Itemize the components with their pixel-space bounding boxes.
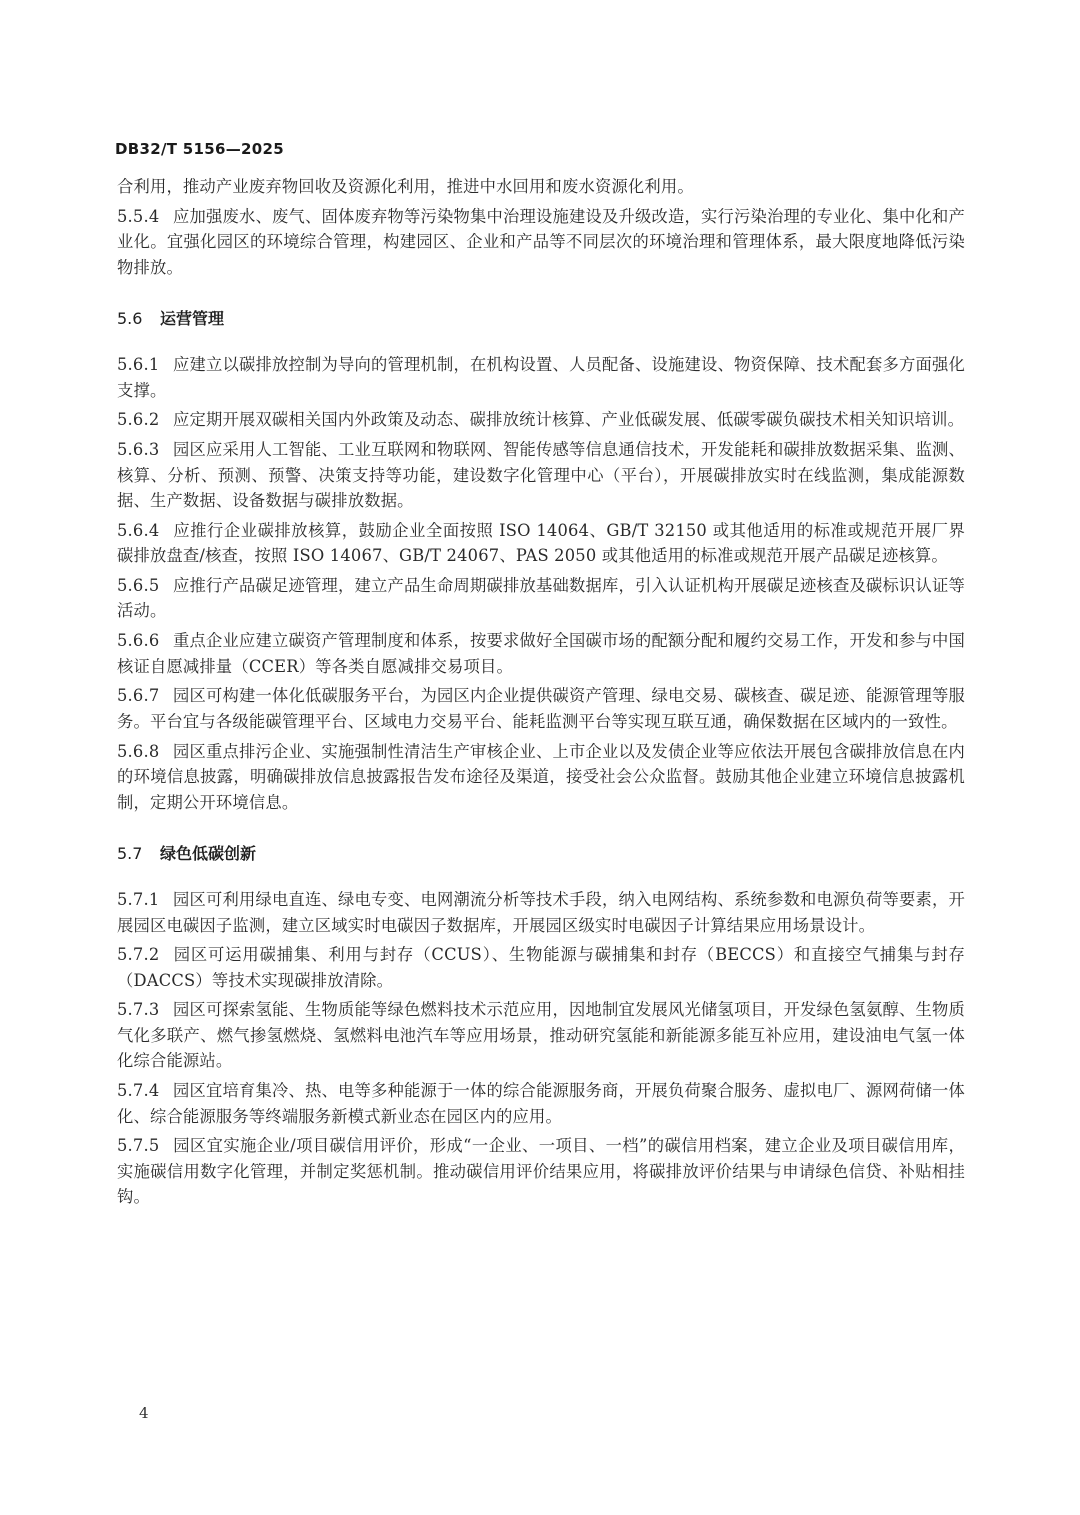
clause-5-7-4	[117, 1078, 965, 1129]
clause-number: 5.6.2	[117, 410, 160, 430]
clause-5-6-4	[117, 518, 965, 569]
clause-number: 5.6.5	[117, 575, 160, 595]
clause-5-6-7	[117, 683, 965, 734]
clause-5-7-3	[117, 997, 965, 1074]
section-number: 5.6	[117, 309, 143, 329]
clause-number: 5.7.1	[117, 890, 160, 909]
clause-5-6-3	[117, 437, 965, 514]
clause-text: 重点企业应建立碳资产管理制度和体系，按要求做好全国碳市场的配额分配和履约交易工作，开发和参与中国核证自愿减排量（CCER）等各类自愿减排交易项目。	[117, 631, 965, 676]
section-heading-5-7	[117, 841, 965, 864]
clause-5-7-1	[117, 887, 965, 938]
page-number: 4	[139, 1404, 149, 1422]
clause-number: 5.6.6	[117, 631, 160, 651]
paragraph	[117, 174, 965, 200]
clause-5-6-2	[117, 407, 965, 433]
section-title: 运营管理	[160, 309, 225, 329]
section-number: 5.7	[117, 844, 143, 863]
clause-5-6-8	[117, 739, 965, 816]
clause-text: 应建立以碳排放控制为导向的管理机制，在机构设置、人员配备、设施建设、物资保障、技术配套多方面强化支撑。	[117, 355, 965, 400]
clause-number: 5.7.5	[117, 1136, 160, 1156]
clause-5-5-4	[117, 204, 965, 281]
clause-text: 应定期开展双碳相关国内外政策及动态、碳排放统计核算、产业低碳发展、低碳零碳负碳技术相关知识培训。	[173, 410, 965, 430]
clause-text: 园区可探索氢能、生物质能等绿色燃料技术示范应用，因地制宜发展风光储氢项目，开发绿色氢氨醇、生物质气化多联产、燃气掺氢燃烧、氢燃料电池汽车等应用场景，推动研究氢能和新能源多能互补应用，建设油电气氢一体化综合能源站。	[117, 1000, 965, 1071]
clause-number: 5.6.4	[117, 520, 160, 540]
clause-number: 5.5.4	[117, 206, 160, 226]
document-body	[117, 174, 965, 1214]
clause-text: 园区重点排污企业、实施强制性清洁生产审核企业、上市企业以及发债企业等应依法开展包含碳排放信息在内的环境信息披露，明确碳排放信息披露报告发布途径及渠道，接受社会公众监督。鼓励其他企业建立环境信息披露机制，定期公开环境信息。	[117, 741, 965, 812]
clause-text: 园区应采用人工智能、工业互联网和物联网、智能传感等信息通信技术，开发能耗和碳排放数据采集、监测、核算、分析、预测、预警、决策支持等功能，建设数字化管理中心（平台），开展碳排放实时在线监测，集成能源数据、生产数据、设备数据与碳排放数据。	[117, 440, 965, 511]
clause-number: 5.6.3	[117, 440, 160, 460]
clause-5-7-2	[117, 942, 965, 993]
clause-5-6-6	[117, 628, 965, 679]
clause-text: 园区可运用碳捕集、利用与封存（CCUS）、生物能源与碳捕集和封存（BECCS）和直接空气捕集与封存（DACCS）等技术实现碳排放清除。	[117, 945, 965, 990]
clause-number: 5.6.7	[117, 686, 160, 706]
clause-text: 园区宜实施企业/项目碳信用评价，形成“一企业、一项目、一档”的碳信用档案，建立企业及项目碳信用库，实施碳信用数字化管理，并制定奖惩机制。推动碳信用评价结果应用，将碳排放评价结果与申请绿色信贷、补贴相挂钩。	[117, 1136, 965, 1207]
clause-text: 应加强废水、废气、固体废弃物等污染物集中治理设施建设及升级改造，实行污染治理的专业化、集中化和产业化。宜强化园区的环境综合管理，构建园区、企业和产品等不同层次的环境治理和管理体系，最大限度地降低污染物排放。	[117, 206, 965, 277]
clause-text: 园区可构建一体化低碳服务平台，为园区内企业提供碳资产管理、绿电交易、碳核查、碳足迹、能源管理等服务。平台宜与各级能碳管理平台、区域电力交易平台、能耗监测平台等实现互联互通，确保数据在区域内的一致性。	[117, 686, 965, 731]
clause-number: 5.6.1	[117, 355, 160, 375]
paragraph-text: 合利用，推动产业废弃物回收及资源化利用，推进中水回用和废水资源化利用。	[117, 177, 694, 196]
clause-text: 园区宜培育集冷、热、电等多种能源于一体的综合能源服务商，开展负荷聚合服务、虚拟电厂、源网荷储一体化、综合能源服务等终端服务新模式新业态在园区内的应用。	[117, 1081, 965, 1126]
section-title: 绿色低碳创新	[160, 844, 257, 863]
clause-number: 5.7.3	[117, 1000, 160, 1020]
clause-5-6-1	[117, 352, 965, 403]
clause-number: 5.7.2	[117, 945, 160, 965]
clause-text: 园区可利用绿电直连、绿电专变、电网潮流分析等技术手段，纳入电网结构、系统参数和电源负荷等要素，开展园区电碳因子监测，建立区域实时电碳因子数据库，开展园区级实时电碳因子计算结果应用场景设计。	[117, 890, 965, 935]
document-code: DB32/T 5156—2025	[115, 140, 284, 158]
clause-number: 5.7.4	[117, 1081, 160, 1101]
clause-5-6-5	[117, 573, 965, 624]
clause-number: 5.6.8	[117, 741, 160, 761]
section-heading-5-6	[117, 306, 965, 329]
clause-text: 应推行企业碳排放核算，鼓励企业全面按照 ISO 14064、GB/T 32150 或其他适用的标准或规范开展厂界碳排放盘查/核查，按照 ISO 14067、GB/T 24067、PAS 2050 或其他适用的标准或规范开展产品碳足迹核算。	[117, 520, 965, 566]
clause-5-7-5	[117, 1133, 965, 1210]
clause-text: 应推行产品碳足迹管理，建立产品生命周期碳排放基础数据库，引入认证机构开展碳足迹核查及碳标识认证等活动。	[117, 575, 965, 621]
